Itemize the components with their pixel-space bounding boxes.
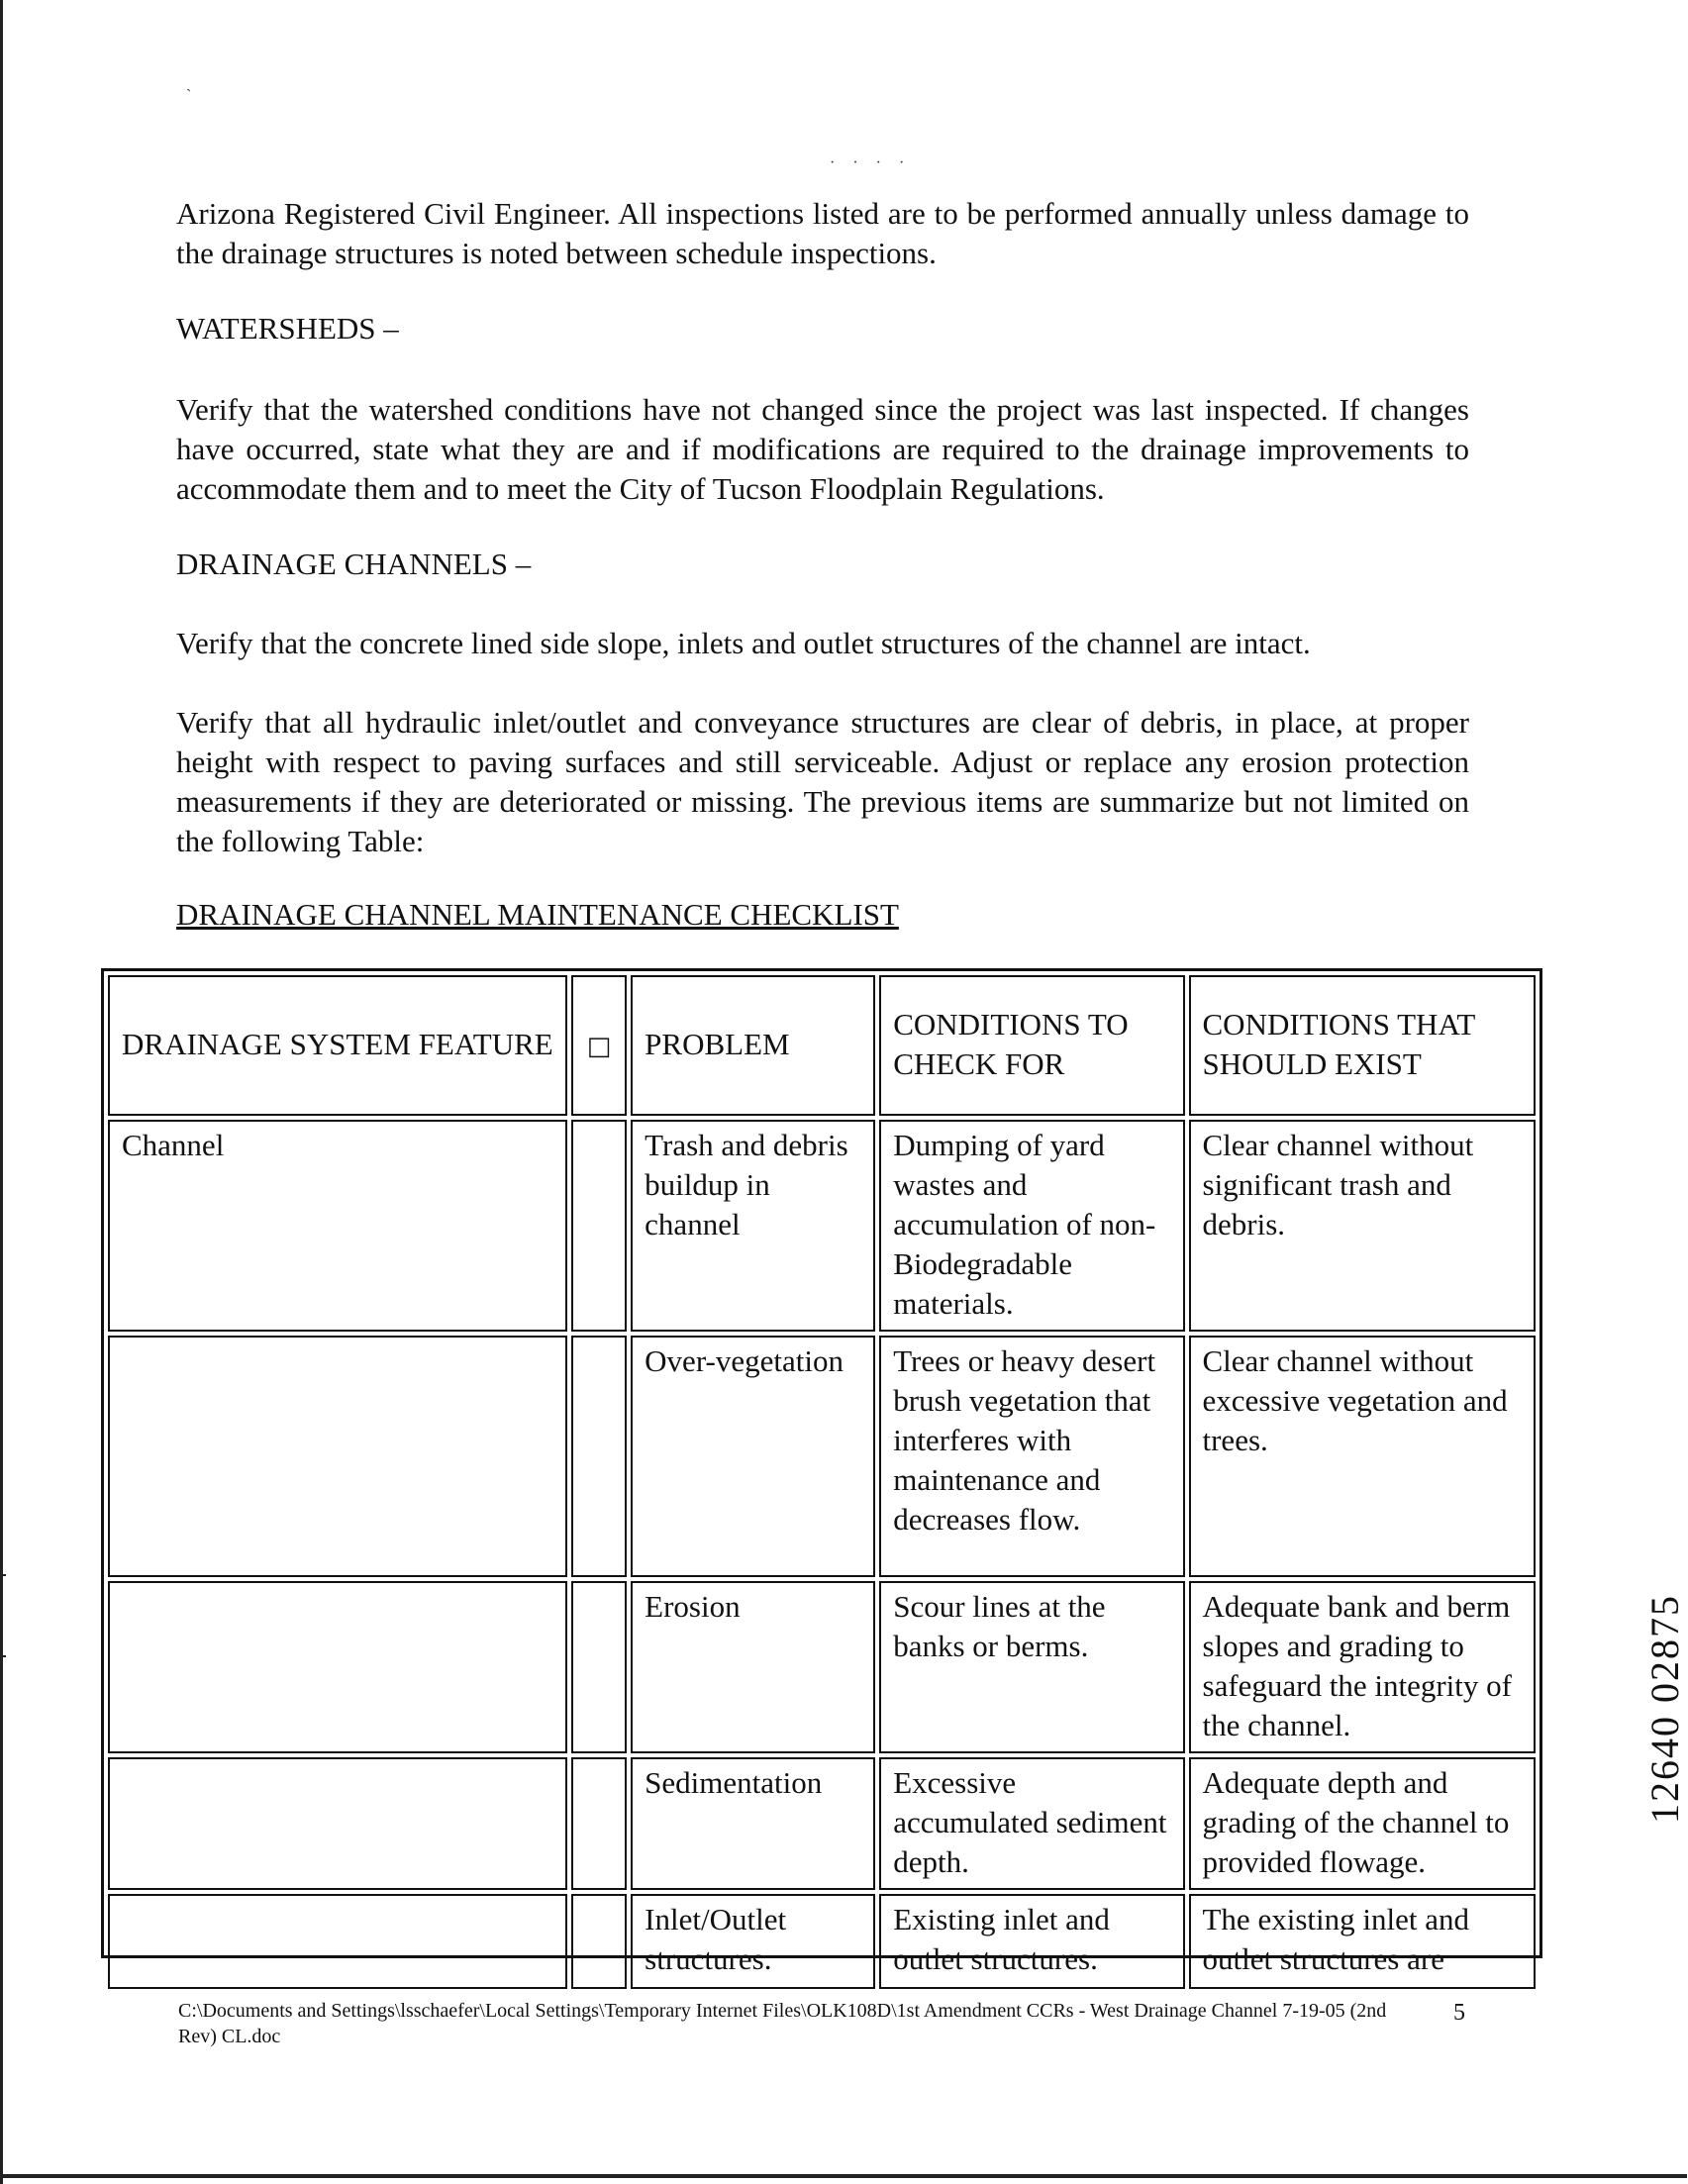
- drainage-channels-paragraph-1: Verify that the concrete lined side slope, inlets and outlet structures of the channel are intact.: [176, 626, 1311, 660]
- cell-check: [571, 1120, 627, 1332]
- cell-conditions-exist: Clear channel without excessive vegetation and trees.: [1189, 1336, 1537, 1577]
- cell-conditions-exist: Adequate bank and berm slopes and grading to safeguard the integrity of the channel.: [1189, 1581, 1537, 1753]
- cell-problem: Erosion: [631, 1581, 875, 1753]
- cell-problem: Trash and debris buildup in channel: [631, 1120, 875, 1332]
- cell-conditions-exist: Adequate depth and grading of the channel to provided flowage.: [1189, 1757, 1537, 1890]
- cell-conditions-check: Existing inlet and outlet structures.: [879, 1894, 1184, 1989]
- table-row: [108, 1757, 1536, 1890]
- cell-conditions-check: Scour lines at the banks or berms.: [879, 1581, 1184, 1753]
- checklist-table: [104, 971, 1539, 1993]
- cell-feature: [108, 1894, 567, 1989]
- scan-speck: ˏ: [186, 75, 192, 92]
- cell-problem: Sedimentation: [631, 1757, 875, 1890]
- scan-edge-ticks: [0, 1574, 6, 1657]
- cell-check: [571, 1581, 627, 1753]
- checkbox-icon: □: [586, 1032, 612, 1061]
- table-row: [108, 1120, 1536, 1332]
- cell-feature: Channel: [108, 1120, 567, 1332]
- header-conditions-check: CONDITIONS TO CHECK FOR: [879, 975, 1184, 1116]
- watersheds-heading: WATERSHEDS –: [176, 311, 399, 346]
- scan-speck: ····: [830, 154, 923, 171]
- cell-check: [571, 1894, 627, 1989]
- document-id-stamp: 12640 02875: [1642, 1594, 1687, 1824]
- footer-file-path: C:\Documents and Settings\lsschaefer\Local Settings\Temporary Internet Files\OLK108D\1st Amendment CCRs - West Drainage Channel 7-19-05 (2nd Rev) CL.doc: [178, 2000, 1387, 2047]
- cell-problem: Over-vegetation: [631, 1336, 875, 1577]
- checklist-table-frame: [101, 968, 1542, 1976]
- table-row: [108, 1894, 1536, 1989]
- watersheds-paragraph: Verify that the watershed conditions have not changed since the project was last inspected. If changes have occurred, state what they are and if modifications are required to the drainage improvements to accommodate them and to meet the City of Tucson Floodplain Regulations.: [176, 392, 1469, 506]
- cell-problem: Inlet/Outlet structures.: [631, 1894, 875, 1989]
- page-edge-left: [0, 0, 3, 2184]
- table-row: [108, 1336, 1536, 1577]
- page-edge-bottom: [0, 2174, 1687, 2178]
- cell-feature: [108, 1336, 567, 1577]
- header-problem: PROBLEM: [631, 975, 875, 1116]
- table-header-row: [108, 975, 1536, 1116]
- cell-conditions-check: Dumping of yard wastes and accumulation of non-Biodegradable materials.: [879, 1120, 1184, 1332]
- cell-check: [571, 1757, 627, 1890]
- cell-conditions-check: Excessive accumulated sediment depth.: [879, 1757, 1184, 1890]
- page-number: 5: [1453, 2000, 1465, 2026]
- drainage-channels-heading: DRAINAGE CHANNELS –: [176, 546, 532, 581]
- cell-feature: [108, 1757, 567, 1890]
- cell-conditions-check: Trees or heavy desert brush vegetation that interferes with maintenance and decreases flow.: [879, 1336, 1184, 1577]
- intro-paragraph: Arizona Registered Civil Engineer. All inspections listed are to be performed annually unless damage to the drainage structures is noted between schedule inspections.: [176, 196, 1469, 270]
- drainage-channels-paragraph-2: Verify that all hydraulic inlet/outlet and conveyance structures are clear of debris, in place, at proper height with respect to paving surfaces and still serviceable. Adjust or replace any erosion protection measurements if they are deteriorated or missing. The previous items are summarize but not limited on the following Table:: [176, 705, 1469, 858]
- header-feature: DRAINAGE SYSTEM FEATURE: [108, 975, 567, 1116]
- cell-check: [571, 1336, 627, 1577]
- checklist-title: DRAINAGE CHANNEL MAINTENANCE CHECKLIST: [176, 897, 899, 932]
- table-row: [108, 1581, 1536, 1753]
- cell-conditions-exist: Clear channel without significant trash and debris.: [1189, 1120, 1537, 1332]
- header-conditions-exist: CONDITIONS THAT SHOULD EXIST: [1189, 975, 1537, 1116]
- header-checkbox: [571, 975, 627, 1116]
- cell-conditions-exist: The existing inlet and outlet structures are: [1189, 1894, 1537, 1989]
- cell-feature: [108, 1581, 567, 1753]
